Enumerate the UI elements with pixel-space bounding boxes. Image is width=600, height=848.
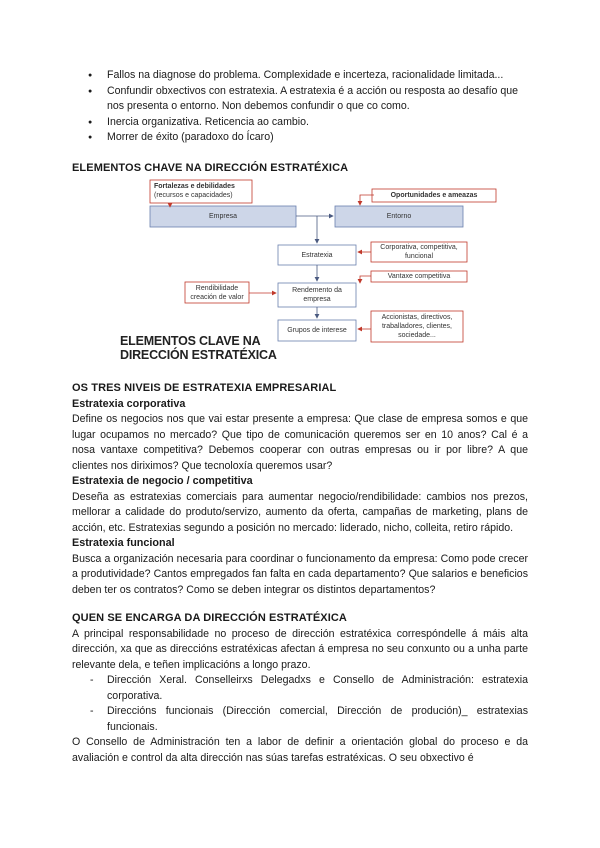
section-heading-niveis: OS TRES NIVEIS DE ESTRATEXIA EMPRESARIAL — [72, 382, 337, 394]
paragraph-quen-intro: A principal responsabilidade no proceso de dirección estratéxica correspóndelle á máis alta dirección, xa que as direccións estratéxicas afectan á empresa no seu conxunto ou a unha parte relevante dela, e teñen implicacións a longo prazo. — [72, 627, 528, 671]
grupos-label: Grupos de interese — [287, 327, 347, 334]
paragraph-funcional: Busca a organización necesaria para coordinar o funcionamento da empresa: Como pode crecer a produtividade? Cantos empregados fan falta en cada departamento? Que salarios e beneficios deben ter os contratos? Como se deben integrar os distintos departamentos? — [72, 552, 528, 596]
paragraph-quen-outro: O Consello de Administración ten a labor de definir a orientación global do proceso e da avaliación e control da alta dirección nas súas tarefas estratéxicas. O seu obxectivo é — [72, 736, 528, 764]
list-item: - Direccións funcionais (Dirección comercial, Dirección de produción)_ estratexias funcionais. — [72, 704, 528, 735]
list-item: - Dirección Xeral. Conselleirxs Delegadxs e Consello de Administración: estratexia corporativa. — [72, 673, 528, 704]
rendemento-label: Rendemento da empresa — [292, 287, 342, 303]
oportunidades-label: Oportunidades e ameazas — [390, 192, 478, 199]
entorno-label: Entorno — [386, 213, 412, 220]
vantaxe-label: Vantaxe competitiva — [387, 273, 451, 280]
failure-causes-list — [72, 68, 528, 146]
corporativa-label: Corporativa, competitiva, funcional — [380, 244, 458, 260]
paragraph-corporativa: Define os negocios nos que vai estar presente a empresa: Que clase de empresa somos e que lugar ocupamos no mercado? Que tipo de comunicación queremos ser en 10 anos? Cal é a nosa vantaxe competitiva? Debemos cooperar con outras empresas ou ir por libre? A que clientes nos diriximos? Que tecnoloxía queremos usar? — [72, 413, 528, 472]
accionistas-label: Accionistas, directivos, traballadores, clientes, sociedade... — [381, 314, 453, 339]
list-item: ● Confundir obxectivos con estratexia. A estratexia é a acción ou resposta ao desafío que nos presenta o entorno. Non debemos confundir o que co como. — [72, 84, 528, 115]
document-page — [72, 68, 528, 766]
section-heading-quen: QUEN SE ENCARGA DA DIRECCIÓN ESTRATÉXICA — [72, 612, 347, 624]
list-item: ● Morrer de éxito (paradoxo do Ícaro) — [72, 130, 528, 146]
empresa-label: Empresa — [208, 213, 237, 220]
list-item: ● Fallos na diagnose do problema. Complexidade e incerteza, racionalidade limitada... — [72, 68, 528, 84]
estratexia-label: Estratexia — [301, 252, 333, 259]
subheading-funcional: Estratexia funcional — [72, 537, 175, 549]
list-item: ● Inercia organizativa. Reticencia ao cambio. — [72, 115, 528, 131]
diagram-title: ELEMENTOS CLAVE NA DIRECCIÓN ESTRATÉXICA — [120, 334, 277, 362]
section-heading-elementos: ELEMENTOS CHAVE NA DIRECCIÓN ESTRATÉXICA — [72, 161, 349, 174]
rendibilidade-label: Rendibilidade creación de valor — [190, 285, 244, 301]
subheading-negocio: Estratexia de negocio / competitiva — [72, 475, 253, 487]
responsibility-list — [72, 673, 528, 735]
key-elements-diagram — [72, 179, 528, 369]
paragraph-negocio: Deseña as estratexias comerciais para aumentar negocio/rendibilidade: cambios nos prezos, mellorar a calidade do produto/servizo, aumento da oferta, campañas de marketing, plans de acción, etc. Estratexias segundo a posición no mercado: liderado, nicho, colleita, retiro rápido. — [72, 490, 528, 534]
fortalezas-label: Fortalezas e debilidades (recursos e capacidades) — [154, 183, 235, 199]
subheading-corporativa: Estratexia corporativa — [72, 397, 186, 410]
